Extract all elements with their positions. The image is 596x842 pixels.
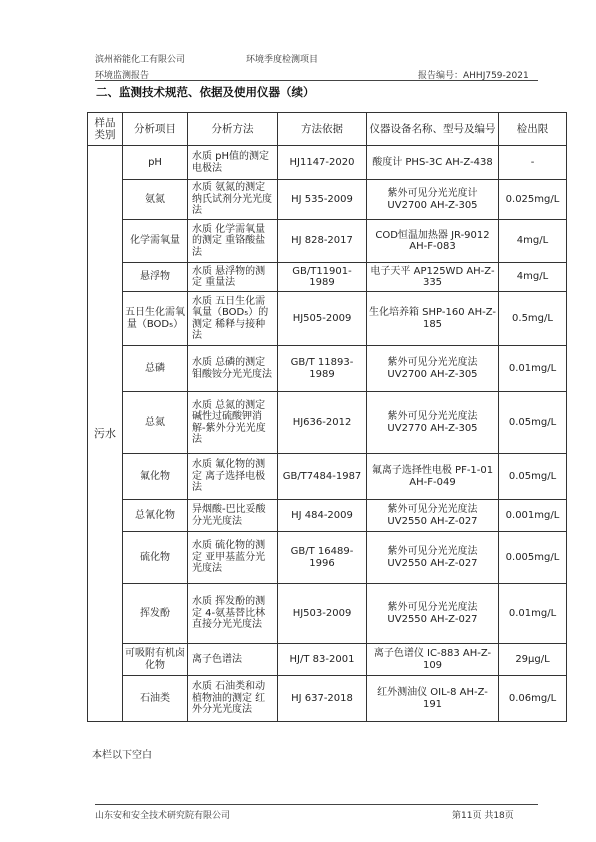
report-type: 环境监测报告 [95,71,150,81]
table-row [88,584,567,644]
blank-below-note: 本栏以下空白 [92,750,152,761]
cell-limit: 0.05mg/L [499,392,567,454]
company-name: 滨州裕能化工有限公司 [95,55,186,65]
header-basis: 方法依据 [278,113,367,146]
cell-basis: GB/T 11893-1989 [278,346,367,392]
footer-institute: 山东安和安全技术研究院有限公司 [95,811,231,821]
cell-item: 挥发酚 [123,584,188,644]
cell-method: 水质 悬浮物的测定 重量法 [188,263,278,292]
monitoring-methods-table [87,112,567,722]
table-row [88,220,567,263]
header-sample-type: 样品类别 [88,113,123,146]
cell-instrument: 紫外可见分光光度法 UV2770 AH-Z-305 [367,392,499,454]
cell-method: 水质 化学需氧量的测定 重铬酸盐法 [188,220,278,263]
cell-limit: 0.06mg/L [499,676,567,722]
cell-item: 总氮 [123,392,188,454]
cell-method: 异烟酸-巴比妥酸分光光度法 [188,500,278,532]
cell-basis: HJ 637-2018 [278,676,367,722]
cell-item: 悬浮物 [123,263,188,292]
cell-basis: GB/T7484-1987 [278,454,367,500]
cell-limit: 4mg/L [499,220,567,263]
cell-item: 氨氮 [123,180,188,220]
footer-page-number: 第11页 共18页 [452,811,514,821]
cell-method: 离子色谱法 [188,644,278,676]
table-row [88,532,567,584]
cell-basis: GB/T11901-1989 [278,263,367,292]
cell-instrument: 红外测油仪 OIL-8 AH-Z-191 [367,676,499,722]
table-row [88,346,567,392]
cell-basis: GB/T 16489-1996 [278,532,367,584]
cell-method: 水质 氨氮的测定 纳氏试剂分光光度法 [188,180,278,220]
footer-divider [95,804,538,805]
report-number: 报告编号：AHHJ759-2021 [418,71,529,81]
cell-limit: 0.01mg/L [499,346,567,392]
cell-limit: 0.005mg/L [499,532,567,584]
cell-method: 水质 总氮的测定 碱性过硫酸钾消解-紫外分光光度法 [188,392,278,454]
cell-item: 可吸附有机卤化物 [123,644,188,676]
cell-basis: HJ505-2009 [278,292,367,346]
cell-limit: - [499,146,567,180]
header-instrument: 仪器设备名称、型号及编号 [367,113,499,146]
cell-item: 硫化物 [123,532,188,584]
cell-instrument: 生化培养箱 SHP-160 AH-Z-185 [367,292,499,346]
table-row [88,146,567,180]
cell-limit: 0.025mg/L [499,180,567,220]
header-item: 分析项目 [123,113,188,146]
cell-basis: HJ 535-2009 [278,180,367,220]
cell-item: 五日生化需氧量（BOD₅） [123,292,188,346]
cell-instrument: COD恒温加热器 JR-9012 AH-F-083 [367,220,499,263]
cell-item: 化学需氧量 [123,220,188,263]
cell-item: 氟化物 [123,454,188,500]
cell-method: 水质 硫化物的测定 亚甲基蓝分光光度法 [188,532,278,584]
cell-item: pH [123,146,188,180]
cell-instrument: 酸度计 PHS-3C AH-Z-438 [367,146,499,180]
cell-limit: 0.05mg/L [499,454,567,500]
table-row [88,180,567,220]
cell-method: 水质 氟化物的测定 离子选择电极法 [188,454,278,500]
cell-item: 总磷 [123,346,188,392]
cell-instrument: 离子色谱仪 IC-883 AH-Z-109 [367,644,499,676]
cell-method: 水质 挥发酚的测定 4-氨基替比林直接分光光度法 [188,584,278,644]
cell-limit: 0.001mg/L [499,500,567,532]
cell-instrument: 电子天平 AP125WD AH-Z-335 [367,263,499,292]
cell-method: 水质 石油类和动植物油的测定 红外分光光度法 [188,676,278,722]
cell-limit: 4mg/L [499,263,567,292]
cell-basis: HJ 828-2017 [278,220,367,263]
table-row [88,454,567,500]
project-name: 环境季度检测项目 [246,55,319,65]
cell-basis: HJ503-2009 [278,584,367,644]
cell-method: 水质 总磷的测定 钼酸铵分光光度法 [188,346,278,392]
table-row [88,292,567,346]
table-row [88,500,567,532]
table-header-row [88,113,567,146]
cell-method: 水质 五日生化需氧量（BOD₅）的测定 稀释与接种法 [188,292,278,346]
cell-instrument: 紫外可见分光光度法 UV2550 AH-Z-027 [367,500,499,532]
cell-instrument: 紫外可见分光光度法 UV2550 AH-Z-027 [367,532,499,584]
table-row [88,263,567,292]
cell-basis: HJ/T 83-2001 [278,644,367,676]
cell-instrument: 紫外可见分光光度法 UV2550 AH-Z-027 [367,584,499,644]
cell-item: 石油类 [123,676,188,722]
cell-limit: 0.01mg/L [499,584,567,644]
table-row [88,392,567,454]
section-title: 二、监测技术规范、依据及使用仪器（续） [96,85,315,99]
header-method: 分析方法 [188,113,278,146]
cell-limit: 29μg/L [499,644,567,676]
cell-instrument: 紫外可见分光光度法 UV2700 AH-Z-305 [367,346,499,392]
cell-basis: HJ636-2012 [278,392,367,454]
table-row [88,644,567,676]
cell-instrument: 紫外可见分光光度计 UV2700 AH-Z-305 [367,180,499,220]
cell-item: 总氰化物 [123,500,188,532]
cell-method: 水质 pH值的测定 电极法 [188,146,278,180]
cell-basis: HJ1147-2020 [278,146,367,180]
table-row [88,676,567,722]
header-limit: 检出限 [499,113,567,146]
cell-sample-category: 污水 [88,146,123,722]
cell-basis: HJ 484-2009 [278,500,367,532]
cell-instrument: 氟离子选择性电极 PF-1-01 AH-F-049 [367,454,499,500]
header-divider [95,80,538,81]
cell-limit: 0.5mg/L [499,292,567,346]
